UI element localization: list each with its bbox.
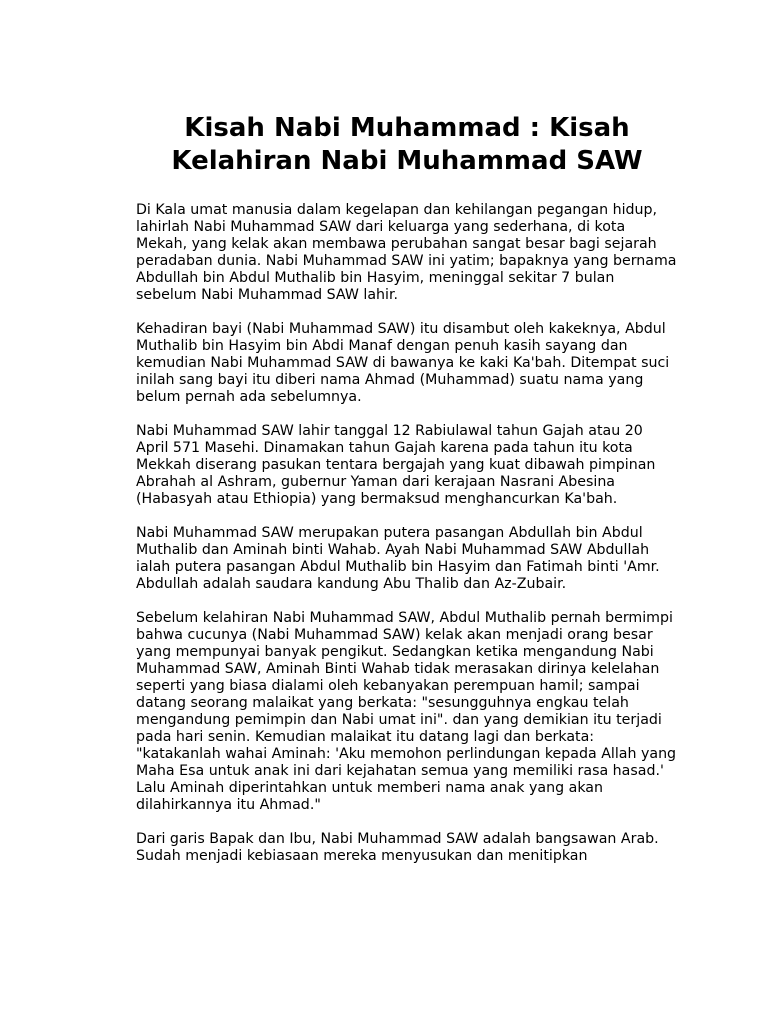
document-title: Kisah Nabi Muhammad : Kisah Kelahiran Nabi Muhammad SAW: [171, 113, 643, 176]
paragraph-6: Dari garis Bapak dan Ibu, Nabi Muhammad SAW adalah bangsawan Arab. Sudah menjadi kebiasaan mereka menyusukan dan menitipkan: [136, 831, 659, 864]
paragraph-1: Di Kala umat manusia dalam kegelapan dan kehilangan pegangan hidup, lahirlah Nabi Muhammad SAW dari keluarga yang sederhana, di kota Mekah, yang kelak akan membawa perubahan sangat besar bagi sejarah peradaban dunia. Nabi Muhammad SAW ini yatim; bapaknya yang bernama Abdullah bin Abdul Muthalib bin Hasyim, meninggal sekitar 7 bulan sebelum Nabi Muhammad SAW lahir.: [136, 202, 677, 303]
paragraph-5: Sebelum kelahiran Nabi Muhammad SAW, Abdul Muthalib pernah bermimpi bahwa cucunya (Nabi Muhammad SAW) kelak akan menjadi orang besar yang mempunyai banyak pengikut. Sedangkan ketika mengandung Nabi Muhammad SAW, Aminah Binti Wahab tidak merasakan dirinya kelelahan seperti yang biasa dialami oleh kebanyakan perempuan hamil; sampai datang seorang malaikat yang berkata: "sesungguhnya engkau telah mengandung pemimpin dan Nabi umat ini". dan yang demikian itu terjadi pada hari senin. Kemudian malaikat itu datang lagi dan berkata: "katakanlah wahai Aminah: 'Aku memohon perlindungan kepada Allah yang Maha Esa untuk anak ini dari kejahatan semua yang memiliki rasa hasad.' Lalu Aminah diperintahkan untuk memberi nama anak yang akan dilahirkannya itu Ahmad.": [136, 610, 677, 813]
paragraph-2: Kehadiran bayi (Nabi Muhammad SAW) itu disambut oleh kakeknya, Abdul Muthalib bin Hasyim bin Abdi Manaf dengan penuh kasih sayang dan kemudian Nabi Muhammad SAW di bawanya ke kaki Ka'bah. Ditempat suci inilah sang bayi itu diberi nama Ahmad (Muhammad) suatu nama yang belum pernah ada sebelumnya.: [136, 321, 670, 405]
paragraph-4: Nabi Muhammad SAW merupakan putera pasangan Abdullah bin Abdul Muthalib dan Aminah binti Wahab. Ayah Nabi Muhammad SAW Abdullah ialah putera pasangan Abdul Muthalib bin Hasyim dan Fatimah binti 'Amr. Abdullah adalah saudara kandung Abu Thalib dan Az-Zubair.: [136, 525, 660, 592]
paragraph-3: Nabi Muhammad SAW lahir tanggal 12 Rabiulawal tahun Gajah atau 20 April 571 Masehi. Dinamakan tahun Gajah karena pada tahun itu kota Mekkah diserang pasukan tentara bergajah yang kuat dibawah pimpinan Abrahah al Ashram, gubernur Yaman dari kerajaan Nasrani Abesina (Habasyah atau Ethiopia) yang bermaksud menghancurkan Ka'bah.: [136, 423, 656, 507]
